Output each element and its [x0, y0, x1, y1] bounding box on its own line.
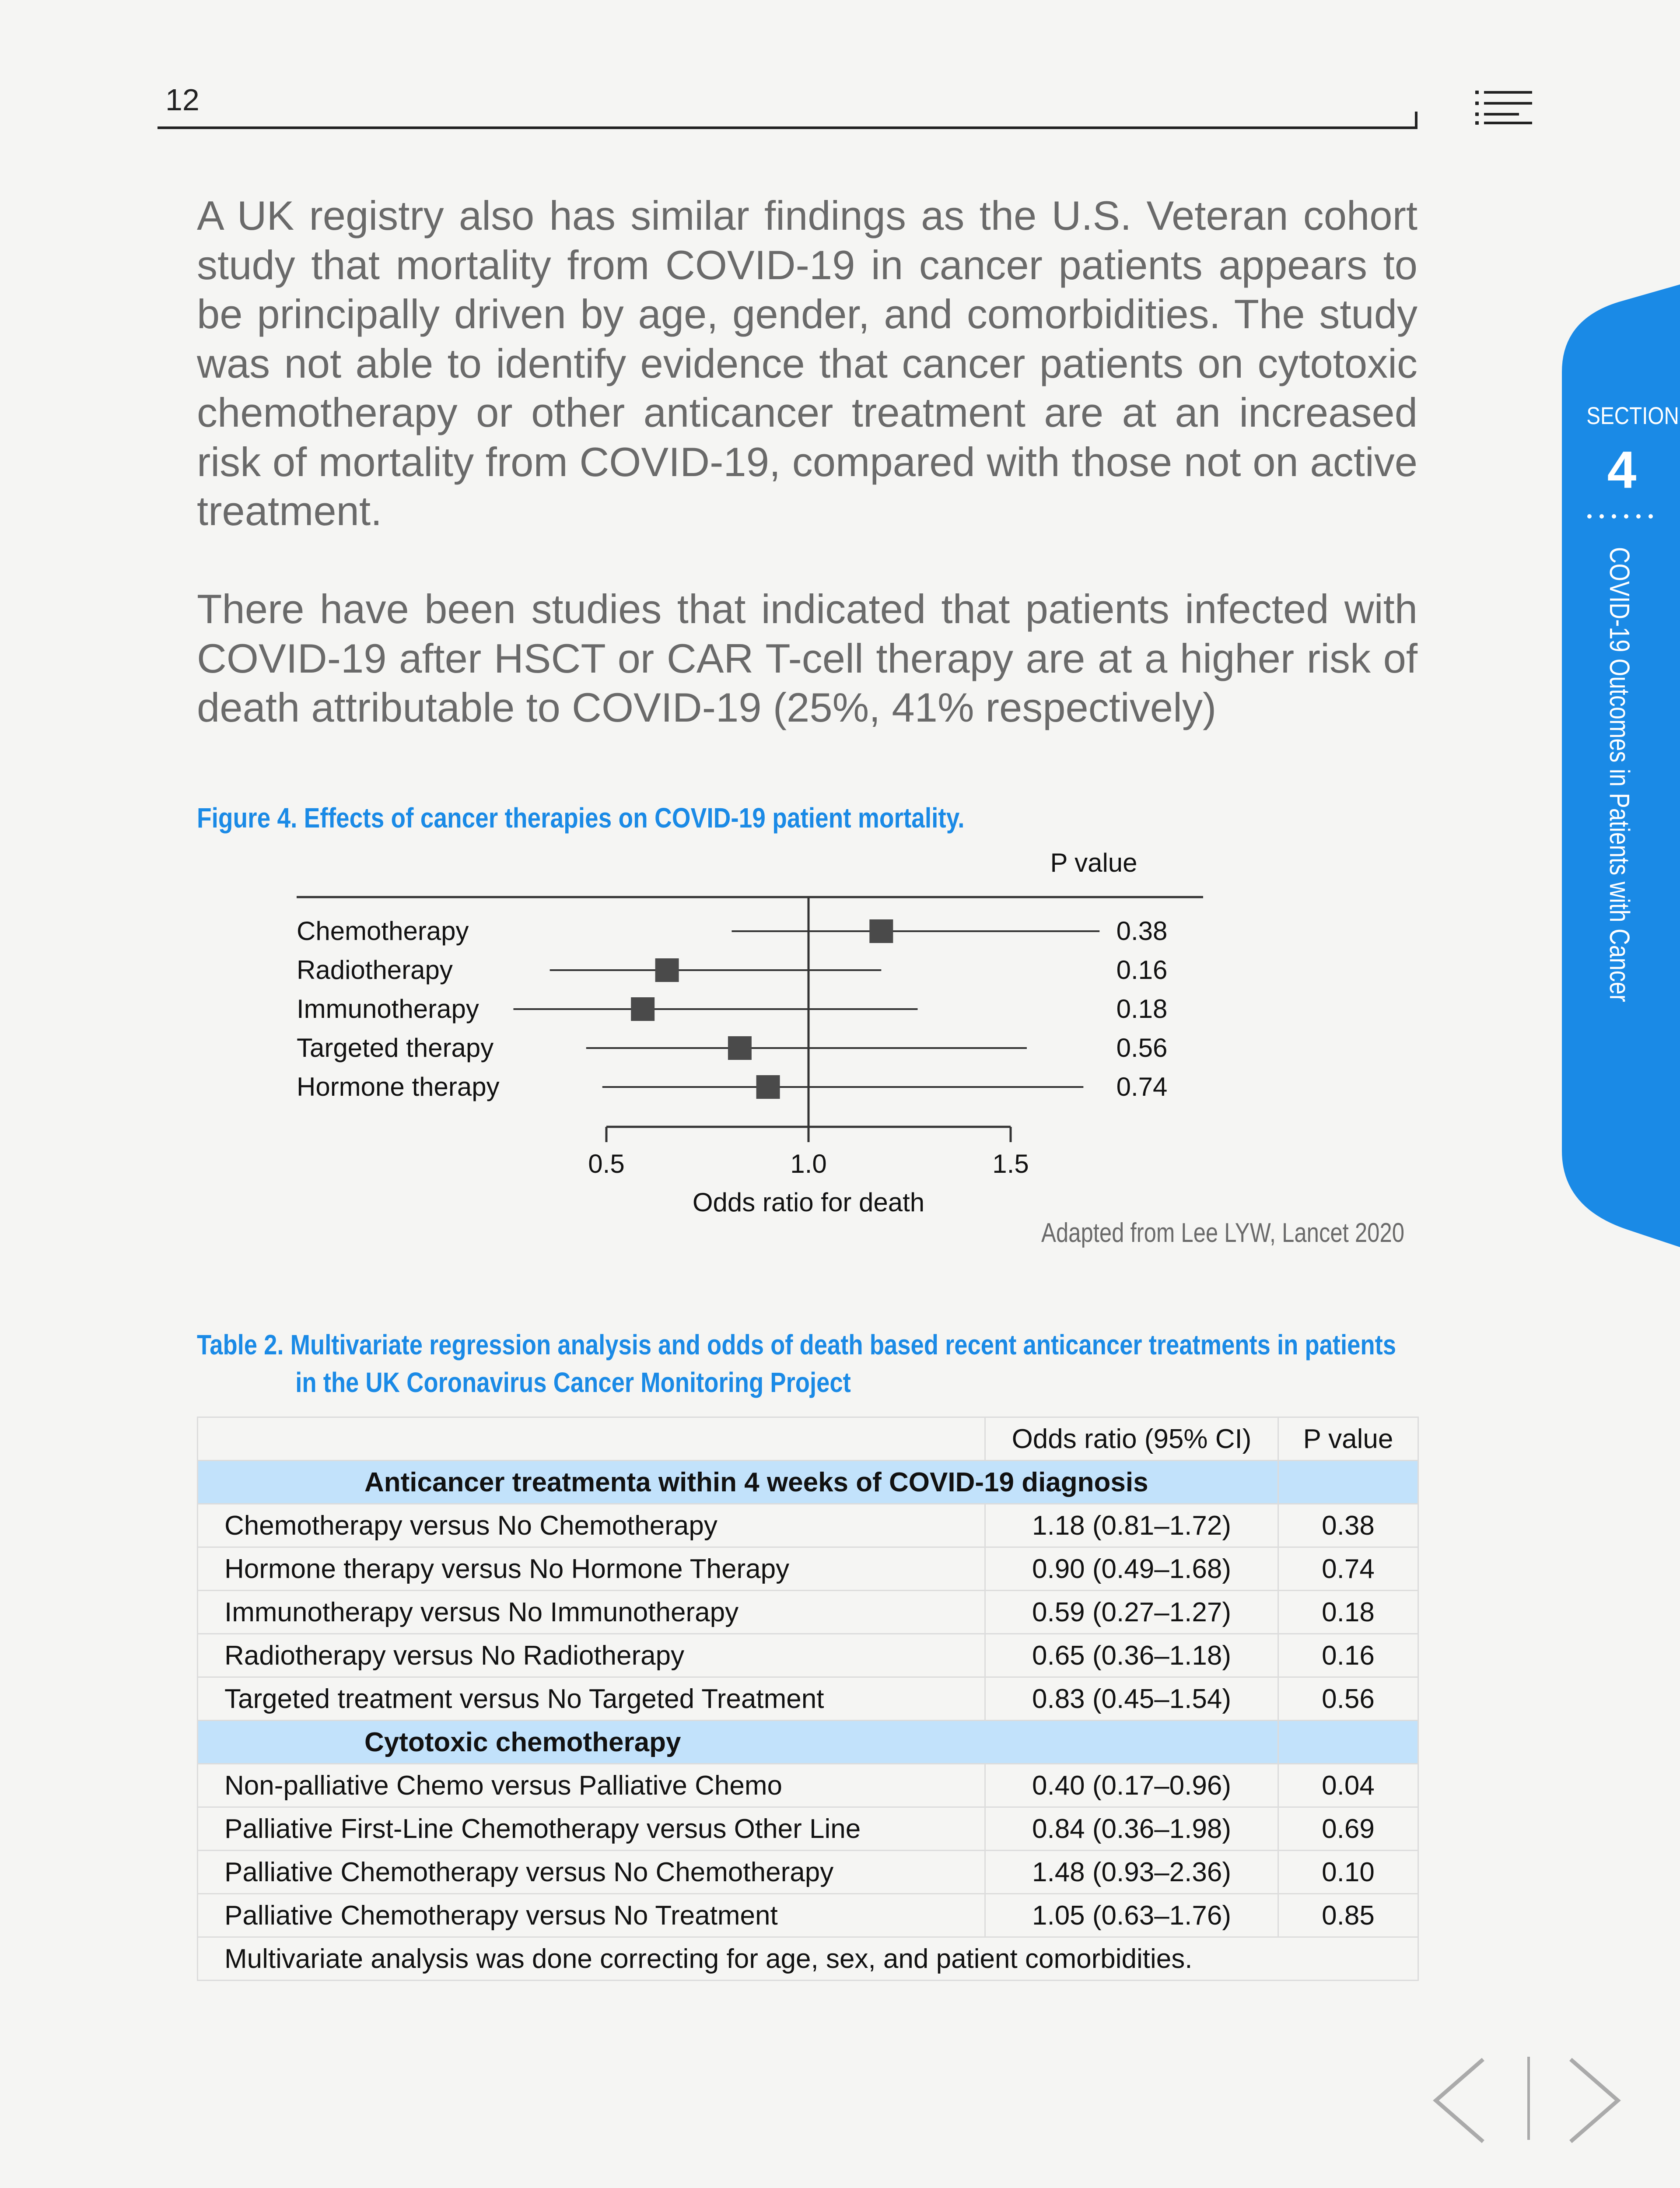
- menu-list-icon[interactable]: [1475, 90, 1532, 125]
- nav-separator: [1527, 2057, 1530, 2140]
- p-value-label: 0.16: [1116, 955, 1168, 985]
- row-p-value: 0.85: [1278, 1894, 1418, 1937]
- forest-plot: [289, 845, 1225, 1230]
- x-axis-label: Odds ratio for death: [692, 1188, 925, 1217]
- table-caption-line-1: Table 2. Multivariate regression analysis and odds of death based recent anticancer treatments in patients: [197, 1329, 1396, 1360]
- section-word: SECTION: [1586, 402, 1679, 429]
- section-title: COVID-19 Outcomes in Patients with Cancer: [1604, 547, 1635, 1006]
- section-dots: [1586, 512, 1656, 521]
- pvalue-header: P value: [1050, 848, 1138, 877]
- next-page-button[interactable]: [1566, 2057, 1623, 2144]
- table-row: [198, 1547, 1418, 1591]
- row-label: Radiotherapy: [297, 955, 453, 985]
- p-value-label: 0.18: [1116, 994, 1168, 1024]
- x-tick-label: 1.5: [992, 1149, 1029, 1178]
- row-label: Targeted treatment versus No Targeted Treatment: [198, 1677, 985, 1721]
- point-estimate: [869, 919, 893, 943]
- row-label: Non-palliative Chemo versus Palliative Chemo: [198, 1764, 985, 1807]
- previous-page-button[interactable]: [1431, 2057, 1488, 2144]
- row-label: Radiotherapy versus No Radiotherapy: [198, 1634, 985, 1677]
- table-header-blank: [198, 1417, 985, 1461]
- chevron-left-icon: [1431, 2057, 1488, 2144]
- p-value-label: 0.56: [1116, 1033, 1168, 1062]
- table-row: [198, 1764, 1418, 1807]
- table-footnote: Multivariate analysis was done correcting for age, sex, and patient comorbidities.: [198, 1937, 1418, 1981]
- row-odds-ratio: 0.83 (0.45–1.54): [985, 1677, 1278, 1721]
- table-row: [198, 1504, 1418, 1547]
- p-value-label: 0.74: [1116, 1072, 1168, 1101]
- figure-source: Adapted from Lee LYW, Lancet 2020: [1041, 1218, 1405, 1248]
- row-odds-ratio: 0.90 (0.49–1.68): [985, 1547, 1278, 1591]
- row-p-value: 0.04: [1278, 1764, 1418, 1807]
- row-label: Hormone therapy versus No Hormone Therapy: [198, 1547, 985, 1591]
- table-header-row: [198, 1417, 1418, 1461]
- row-p-value: 0.16: [1278, 1634, 1418, 1677]
- table-section-row: [198, 1461, 1418, 1504]
- table-caption: [197, 1326, 1418, 1401]
- row-p-value: 0.18: [1278, 1591, 1418, 1634]
- figure-caption: Figure 4. Effects of cancer therapies on COVID-19 patient mortality.: [197, 802, 965, 834]
- row-odds-ratio: 0.40 (0.17–0.96): [985, 1764, 1278, 1807]
- point-estimate: [631, 997, 654, 1021]
- row-label: Immunotherapy: [297, 994, 479, 1024]
- p-value-label: 0.38: [1116, 916, 1168, 946]
- table-footnote-row: [198, 1937, 1418, 1981]
- point-estimate: [756, 1075, 780, 1099]
- section-number: 4: [1607, 441, 1637, 499]
- table-row: [198, 1591, 1418, 1634]
- header-rule-tick: [1415, 112, 1418, 129]
- body-paragraph-1: A UK registry also has similar findings as the U.S. Veteran cohort study that mortality from COVID-19 in cancer patients appears to be principally driven by age, gender, and comorbidities. The study was not able to identify evidence that cancer patients on cytotoxic chemotherapy or other anticancer treatment are at an increased risk of mortality from COVID-19, compared with those not on active treatment.: [197, 193, 1418, 534]
- row-label: Palliative Chemotherapy versus No Chemotherapy: [198, 1851, 985, 1894]
- row-label: Immunotherapy versus No Immunotherapy: [198, 1591, 985, 1634]
- header-rule: [158, 126, 1418, 129]
- page-number: 12: [165, 83, 200, 117]
- row-label: Targeted therapy: [297, 1033, 494, 1062]
- table-row: [198, 1894, 1418, 1937]
- section-label-anticancer: Anticancer treatmenta within 4 weeks of COVID-19 diagnosis: [198, 1461, 1278, 1504]
- row-odds-ratio: 1.48 (0.93–2.36): [985, 1851, 1278, 1894]
- body-paragraph-2: There have been studies that indicated that patients infected with COVID-19 after HSCT or CAR T-cell therapy are at a higher risk of death attributable to COVID-19 (25%, 41% respectively): [197, 586, 1418, 730]
- table-row: [198, 1677, 1418, 1721]
- table-row: [198, 1634, 1418, 1677]
- table-row: [198, 1851, 1418, 1894]
- column-header-odds-ratio: Odds ratio (95% CI): [985, 1417, 1278, 1461]
- row-odds-ratio: 0.59 (0.27–1.27): [985, 1591, 1278, 1634]
- row-odds-ratio: 0.84 (0.36–1.98): [985, 1807, 1278, 1851]
- point-estimate: [655, 958, 679, 982]
- row-p-value: 0.56: [1278, 1677, 1418, 1721]
- section-blank-cell: [1278, 1461, 1418, 1504]
- row-p-value: 0.10: [1278, 1851, 1418, 1894]
- x-tick-label: 1.0: [790, 1149, 827, 1178]
- table-row: [198, 1807, 1418, 1851]
- point-estimate: [728, 1036, 752, 1060]
- row-p-value: 0.74: [1278, 1547, 1418, 1591]
- row-odds-ratio: 0.65 (0.36–1.18): [985, 1634, 1278, 1677]
- row-odds-ratio: 1.05 (0.63–1.76): [985, 1894, 1278, 1937]
- row-p-value: 0.38: [1278, 1504, 1418, 1547]
- table-section-row: [198, 1721, 1418, 1764]
- row-label: Chemotherapy versus No Chemotherapy: [198, 1504, 985, 1547]
- column-header-p-value: P value: [1278, 1417, 1418, 1461]
- section-title-vertical: [1584, 547, 1654, 1006]
- table-caption-line-2: in the UK Coronavirus Cancer Monitoring Project: [295, 1367, 851, 1398]
- x-tick-label: 0.5: [588, 1149, 625, 1178]
- row-label: Hormone therapy: [297, 1072, 500, 1101]
- row-label: Palliative Chemotherapy versus No Treatment: [198, 1894, 985, 1937]
- section-blank-cell: [1278, 1721, 1418, 1764]
- chevron-right-icon: [1566, 2057, 1623, 2144]
- row-p-value: 0.69: [1278, 1807, 1418, 1851]
- row-label: Chemotherapy: [297, 916, 469, 946]
- regression-table: [197, 1417, 1419, 1981]
- section-label-cytotoxic: Cytotoxic chemotherapy: [198, 1721, 1278, 1764]
- row-odds-ratio: 1.18 (0.81–1.72): [985, 1504, 1278, 1547]
- row-label: Palliative First-Line Chemotherapy versus Other Line: [198, 1807, 985, 1851]
